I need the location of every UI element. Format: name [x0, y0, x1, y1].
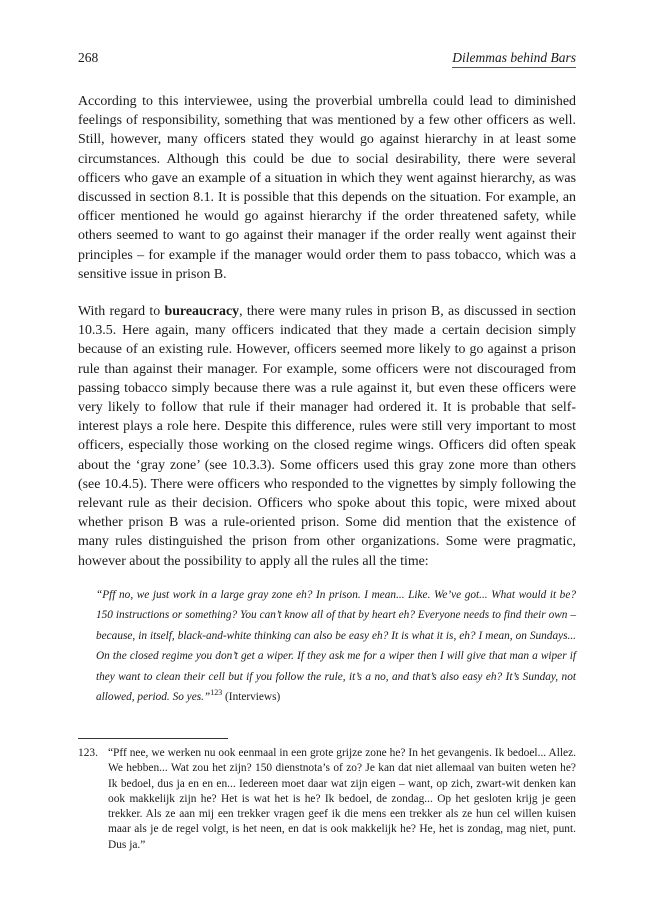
paragraph-2-rest: , there were many rules in prison B, as discussed in section 10.3.5. Here again, many officers indicated that they made a certain decision simply because of an existing rule. However, officers seemed more likely to go against a prison rule than against their manager. For example, some officers were not discouraged from passing tobacco simply because there was a rule against it, but even these officers were very likely to follow that rule if their manager had ordered it. It is probable that self-interest plays a role here. Despite this difference, rules were still very important to most officers, especially those working on the closed regime wings. Officers did often speak about the ‘gray zone’ (see 10.3.3). Some officers used this gray zone more than others (see 10.4.5). There were officers who responded to the vignettes by simply following the relevant rule as their decision. Officers who spoke about this topic, were mixed about whether prison B was a rule-oriented prison. Some did mention that the existence of many rules distinguished the prison from other organizations. Some were pragmatic, however about the possibility to apply all the rules all the time: [78, 304, 576, 569]
page-number: 268 [78, 50, 99, 65]
quote-text: “Pff no, we just work in a large gray zone eh? In prison. I mean... Like. We’ve got... What would it be? 150 instructions or something? You can’t know all of that by heart eh? Everyone needs to find their own – because, in itself, black-and-white thinking can also be easy eh? It is what it is, eh? I mean, on Sundays... On the closed regime you don’t get a wiper. If they ask me for a wiper then I will give that man a wiper if they want to clean their cell but if you follow the rule, it’s a no, and that’s also easy eh? It’s Sunday, not allowed, period. So yes.” [96, 588, 576, 703]
footnote [78, 746, 576, 853]
bureaucracy-term: bureaucracy [164, 304, 240, 320]
paragraph-1: According to this interviewee, using the proverbial umbrella could lead to diminished feelings of responsibility, something that was mentioned by a few other officers as well. Still, however, many officers stated they would go against hierarchy in at least some circumstances. Although this could be due to social desirability, there were several officers who gave an example of a situation in which they went against hierarchy, as was discussed in section 8.1. It is possible that this depends on the situation. For example, an officer mentioned he would go against hierarchy if the order threatened safety, while others seemed to want to go against their manager if the order really went against their principles – for example if the manager would order them to pass tobacco, which was a sensitive issue in prison B. [78, 94, 576, 282]
footnote-number: 123. [78, 747, 98, 759]
footnote-text: “Pff nee, we werken nu ook eenmaal in een grote grijze zone he? In het gevangenis. Ik bedoel... Allez. We hebben... Wat zou het zijn? 150 dienstnota’s of zo? Je kan dat niet allemaal van buiten weten he? Ik bedoel, dus ja en en en... Iedereen moet daar wat zijn eigen – want, op zich, zwart-wit denken kan ook makkelijk zijn he? Het is wat het is he? Ik bedoel, de zondag... Op het gesloten krijg je geen trekker. Als ze aan mij een trekker vragen geef ik die mens een trekker als ze hun cel willen kuisen maar als je de regel volgt, is het neen, en dat is ook makkelijk he? He, het is zondag, mag niet, punt. Dus ja.” [108, 747, 576, 851]
footnote-divider [78, 738, 228, 739]
paragraph-2 [78, 302, 576, 571]
interview-quote [96, 585, 576, 707]
quote-source: (Interviews) [222, 690, 281, 703]
running-title: Dilemmas behind Bars [452, 50, 576, 68]
paragraph-2-prefix: With regard to [78, 304, 165, 320]
page-header [78, 50, 576, 70]
main-text [78, 92, 576, 707]
footnote-reference: 123 [210, 688, 223, 698]
